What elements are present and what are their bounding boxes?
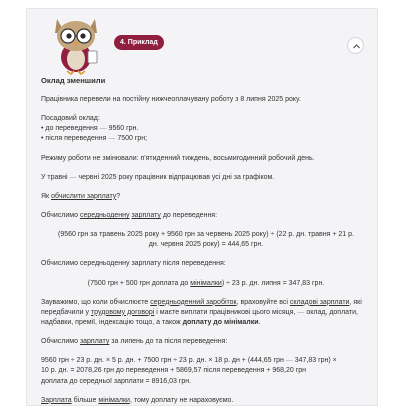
formula-before: (9560 грн за травень 2025 року + 9560 грн за червень 2025 року) ÷ (22 р. дн. травня + 21 р. дн. червня 2025 року) = 444,65 грн.: [58, 231, 354, 249]
list-item: • після переведення — 7500 грн;: [41, 134, 371, 144]
intro-text: Працівника перевели на постійну нижчеоплачувану роботу з 8 липня 2025 року.: [41, 96, 301, 103]
conclusion-text: Зарплата більше мінімалки, тому доплату не нараховуємо.: [41, 396, 234, 404]
note-text: Зауважимо, що коли обчислюєте середньоденний заробіток, враховуйте всі складові зарплати, які передбачили у трудовому договорі і маєте виплати працівникові цього місяця, — оклад, доплати, надбавки, премії, індексацію тощо, а також доплату до мінімалки.: [41, 298, 362, 326]
collapse-button[interactable]: [347, 37, 364, 54]
salary-label: Посадовий оклад:: [41, 115, 100, 123]
salary-link-final[interactable]: Зарплата: [41, 396, 72, 404]
calc-before-text: Обчислимо середньоденну зарплату до переведення:: [41, 211, 218, 219]
example-badge: 4. Приклад: [114, 35, 164, 50]
average-daily-link[interactable]: середньоденну: [79, 211, 130, 219]
salary-link-july[interactable]: зарплату: [79, 338, 110, 346]
example-card: [26, 8, 378, 406]
calculate-salary-link[interactable]: обчислити зарплату: [51, 192, 117, 200]
average-earnings-link[interactable]: середньоденний заробіток: [150, 298, 237, 306]
salary-components-link[interactable]: складові зарплати: [289, 298, 350, 306]
formula-july: 9560 грн ÷ 23 р. дн. × 5 р. дн. + 7500 грн ÷ 23 р. дн. × 18 р. дн + (444,65 грн — 347,83 грн) × 10 р. дн. = 2078,26 грн до переведення + 5869,57 після переведення + 968,20 грн доплата до середньої зарплати = 8916,03 грн.: [41, 357, 337, 385]
formula-after: (7500 грн + 500 грн доплата до мінімалки) ÷ 23 р. дн. липня = 347,83 грн.: [87, 279, 325, 287]
how-to-text: Як обчислити зарплату?: [41, 192, 121, 200]
chevron-up-icon: [352, 42, 361, 51]
salary-link[interactable]: зарплату: [131, 211, 161, 219]
minimum-wage-link[interactable]: мінімалки: [190, 279, 222, 287]
calc-july-text: Обчислимо зарплату за липень до та після переведення:: [41, 338, 228, 346]
example-content: [41, 75, 371, 414]
minimum-wage-supplement: доплату до мінімалки: [182, 318, 259, 326]
work-mode-text: Режиму роботи не змінювали: п'ятиденний тиждень, восьмигодинний робочий день.: [41, 154, 315, 162]
calc-after-text: Обчислимо середньоденну зарплату після переведення:: [41, 260, 226, 268]
salary-list: [41, 124, 371, 144]
employment-contract-link[interactable]: трудовому договорі: [90, 308, 155, 316]
owl-mascot-icon: [47, 13, 105, 75]
minimum-wage-link-final[interactable]: мінімалки: [98, 396, 130, 404]
example-title: Оклад зменшили: [41, 76, 106, 85]
list-item: • до переведення — 9560 грн.: [41, 124, 371, 134]
may-june-text: У травні — червні 2025 року працівник відпрацював усі дні за графіком.: [41, 173, 275, 181]
